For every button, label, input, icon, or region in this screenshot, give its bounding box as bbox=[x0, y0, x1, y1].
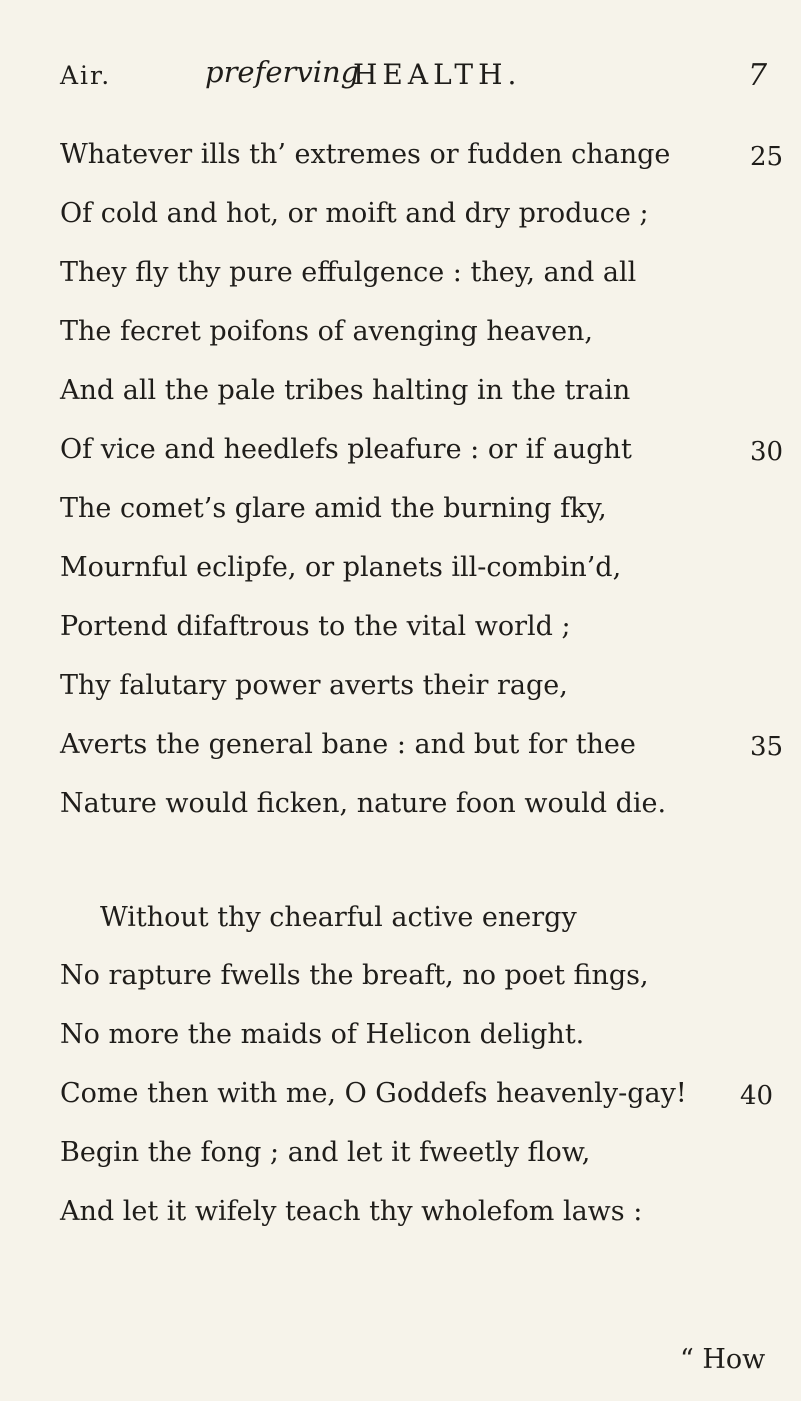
verse-line: Mournful eclipfe, or planets ill-combin’d, bbox=[60, 552, 622, 583]
verse-line: Of cold and hot, or moift and dry produce ; bbox=[60, 198, 649, 229]
verse-line: They fly thy pure effulgence : they, and all bbox=[60, 257, 637, 288]
verse-line: The fecret poifons of avenging heaven, bbox=[60, 316, 594, 347]
page-number: 7 bbox=[748, 58, 768, 93]
verse-line: And let it wifely teach thy wholefom laws : bbox=[60, 1196, 643, 1227]
header-title: HEALTH. bbox=[353, 58, 522, 91]
verse-line: Portend difaftrous to the vital world ; bbox=[60, 611, 571, 642]
verse-line: Without thy chearful active energy bbox=[100, 902, 577, 933]
verse-line: Come then with me, O Goddefs heavenly-gay! bbox=[60, 1078, 687, 1109]
verse-line: No more the maids of Helicon delight. bbox=[60, 1019, 585, 1050]
verse-line: Averts the general bane : and but for thee bbox=[60, 729, 636, 760]
catchword: “ How bbox=[680, 1344, 766, 1375]
line-number: 35 bbox=[750, 732, 784, 762]
verse-line: Thy falutary power averts their rage, bbox=[60, 670, 568, 701]
verse-line: No rapture fwells the breaft, no poet fings, bbox=[60, 960, 649, 991]
verse-line: Of vice and heedlefs pleafure : or if aught bbox=[60, 434, 632, 465]
header-section-title: Air. bbox=[60, 61, 112, 90]
running-header bbox=[0, 55, 801, 105]
verse-line: Begin the fong ; and let it fweetly flow, bbox=[60, 1137, 591, 1168]
verse-line: Whatever ills th’ extremes or fudden change bbox=[60, 139, 671, 170]
line-number: 30 bbox=[750, 437, 784, 467]
line-number: 25 bbox=[750, 142, 784, 172]
verse-line: And all the pale tribes halting in the train bbox=[60, 375, 631, 406]
line-number: 40 bbox=[740, 1081, 774, 1111]
header-italic-word: preferving bbox=[205, 55, 360, 89]
verse-line: The comet’s glare amid the burning fky, bbox=[60, 493, 607, 524]
verse-line: Nature would ficken, nature foon would die. bbox=[60, 788, 667, 819]
